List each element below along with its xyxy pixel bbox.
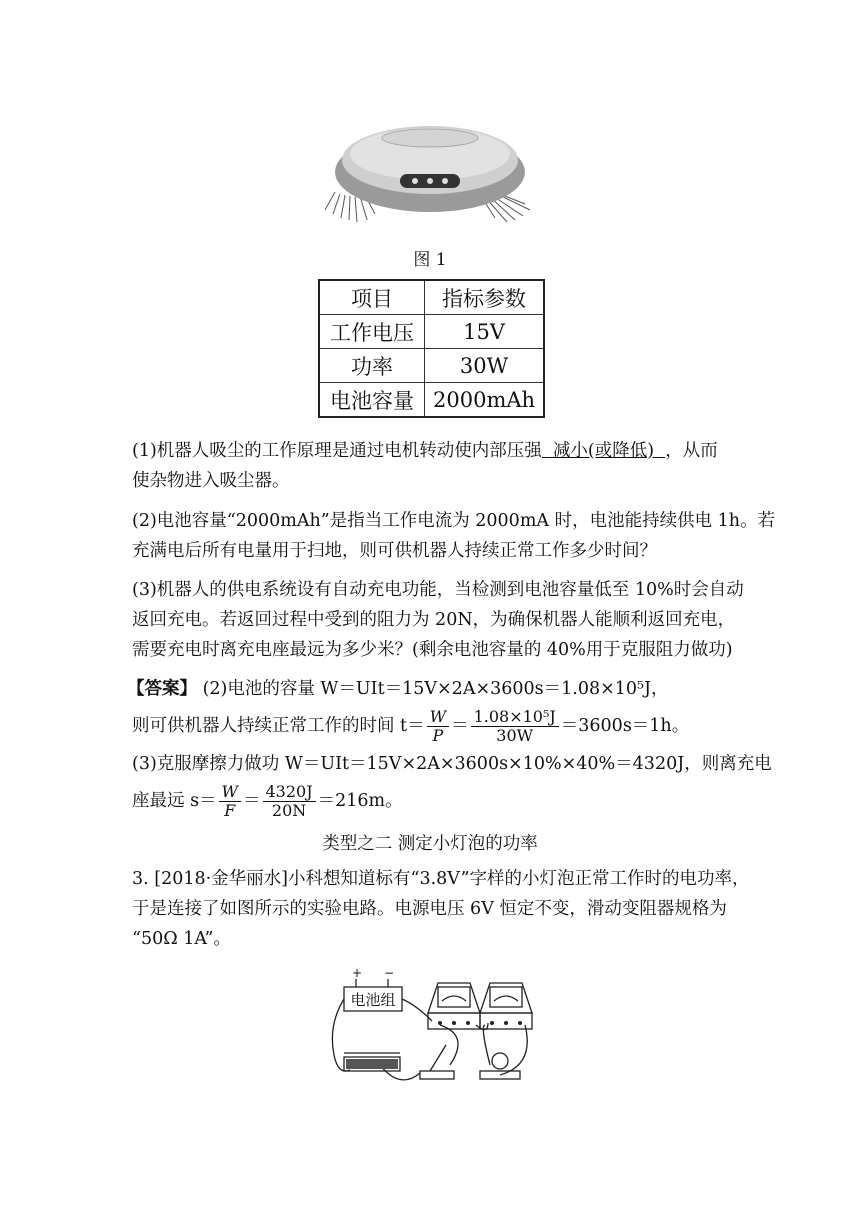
question-3-line-2: 返回充电。若返回过程中受到的阻力为 20N，为确保机器人能顺利返回充电， [132,610,736,630]
q1-suffix: ，从而 [665,441,718,461]
question-1-line-1 [132,440,718,462]
circuit-diagram [320,965,540,1095]
fraction-w-over-p: $\frac{W}{P}$ [427,708,449,745]
table-cell: 电池容量 [319,383,425,418]
question-3-line-1: (3)机器人的供电系统设有自动充电功能，当检测到电池容量低至 10%时会自动 [132,580,744,600]
table-row [319,280,544,315]
figure-caption: 图 1 [413,250,447,270]
question-2-line-2: 充满电后所有电量用于扫地，则可供机器人持续正常工作多少时间？ [132,541,657,561]
plus-sign: + [352,966,363,980]
q1-prefix: (1)机器人吸尘的工作原理是通过电机转动使内部压强 [132,441,542,461]
table-cell: 功率 [319,349,425,383]
question-3-line-3: 需要充电时离充电座最远为多少米？(剩余电池容量的 40%用于克服阻力做功) [132,640,733,660]
battery-label: 电池组 [350,991,396,1009]
table-header-cell: 指标参数 [425,280,545,315]
question-3b-line-1: 3. [2018·金华丽水]小科想知道标有“3.8V”字样的小灯泡正常工作时的电功率， [132,869,750,889]
question-1-line-2: 使杂物进入吸尘器。 [132,471,290,491]
spec-table [318,279,545,418]
fraction-work-over-force: $\frac{4320J}{20N}$ [263,783,316,820]
section-heading: 类型之二 测定小灯泡的功率 [322,834,538,854]
table-cell: 2000mAh [425,383,545,418]
answer-3-line-2: 座最远 s＝ $\frac{W}{F}$ ＝ $\frac{4320J}{20N}$ ＝216m。 [132,782,403,820]
answer-2-line-1: (2)电池的容量 W＝UIt＝15V×2A×3600s＝1.08×10⁵J， [202,679,669,699]
table-header-cell: 项目 [319,280,425,315]
table-row [319,349,544,383]
minus-sign: − [384,966,395,980]
answer-tag: 【答案】 [127,679,197,699]
table-row [319,383,544,418]
q1-answer: 减小(或降低) [552,441,655,461]
fraction-energy-over-power: $\frac{\text{1.08×10⁵J}}{30W}$ [471,708,559,745]
table-cell: 工作电压 [319,315,425,349]
question-3b-line-3: “50Ω 1A”。 [132,929,231,949]
fraction-w-over-f: $\frac{W}{F}$ [219,783,241,820]
table-row [319,315,544,349]
answer-2-line-2: 则可供机器人持续正常工作的时间 t＝ $\frac{W}{P}$ ＝ $\frac{\text{1.08×10⁵J}}{30W}$ ＝3600s＝1h。 [132,707,690,745]
answer-line-1 [127,678,669,700]
question-3b-line-2: 于是连接了如图所示的实验电路。电源电压 6V 恒定不变，滑动变阻器规格为 [132,899,727,919]
robot-vacuum-image [325,110,535,225]
answer-3-line-1: (3)克服摩擦力做功 W＝UIt＝15V×2A×3600s×10%×40%＝4320J，则离充电 [132,754,772,774]
table-cell: 30W [425,349,545,383]
table-cell: 15V [425,315,545,349]
question-2-line-1: (2)电池容量“2000mAh”是指当工作电流为 2000mA 时，电池能持续供电 1h。若 [132,511,776,531]
